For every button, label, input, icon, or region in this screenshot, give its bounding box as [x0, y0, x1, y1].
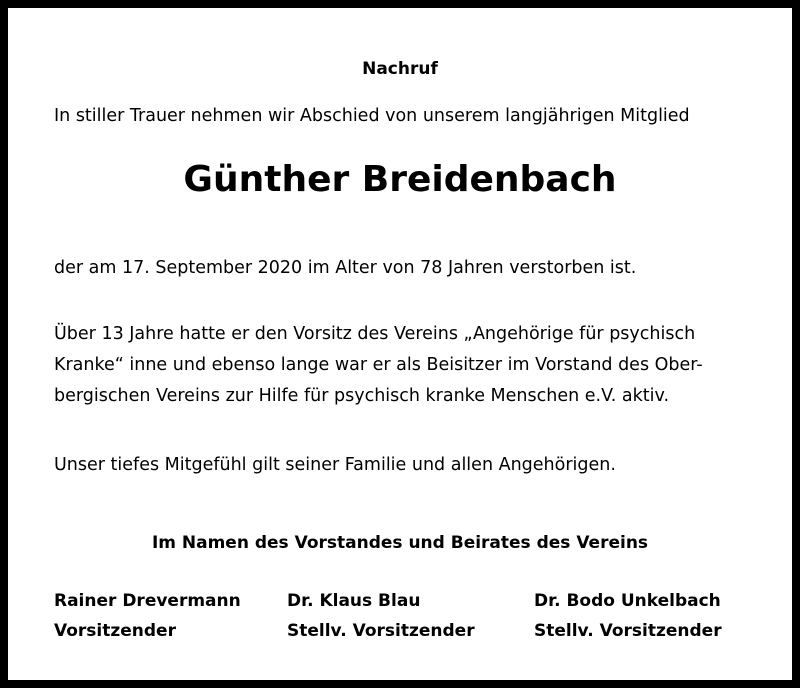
signatory-3 — [534, 586, 722, 646]
paragraph-death-date: der am 17. September 2020 im Alter von 78 Jahren verstorben ist. — [54, 258, 637, 278]
signatory-1 — [54, 586, 241, 646]
signatory-name: Dr. Klaus Blau — [287, 591, 421, 611]
signatory-name: Rainer Drevermann — [54, 591, 241, 611]
committee-line: Im Namen des Vorstandes und Beirates des Vereins — [151, 533, 649, 553]
paragraph-biography — [54, 319, 754, 412]
paragraph-condolence: Unser tiefes Mitgefühl gilt seiner Familie und allen Angehörigen. — [54, 455, 616, 475]
notice-heading: Nachruf — [362, 59, 438, 79]
paragraph-line: Kranke“ inne und ebenso lange war er als Beisitzer im Vorstand des Ober- — [54, 355, 703, 375]
signatory-2 — [287, 586, 475, 646]
signatory-role: Vorsitzender — [54, 621, 176, 641]
deceased-name: Günther Breidenbach — [183, 159, 617, 200]
signatory-role: Stellv. Vorsitzender — [534, 621, 722, 641]
paragraph-line: Über 13 Jahre hatte er den Vorsitz des Vereins „Angehörige für psychisch — [54, 324, 696, 344]
paragraph-line: bergischen Vereins zur Hilfe für psychisch kranke Menschen e.V. aktiv. — [54, 386, 670, 406]
intro-text: In stiller Trauer nehmen wir Abschied von unserem langjährigen Mitglied — [54, 106, 690, 126]
signatory-name: Dr. Bodo Unkelbach — [534, 591, 721, 611]
signatory-role: Stellv. Vorsitzender — [287, 621, 475, 641]
